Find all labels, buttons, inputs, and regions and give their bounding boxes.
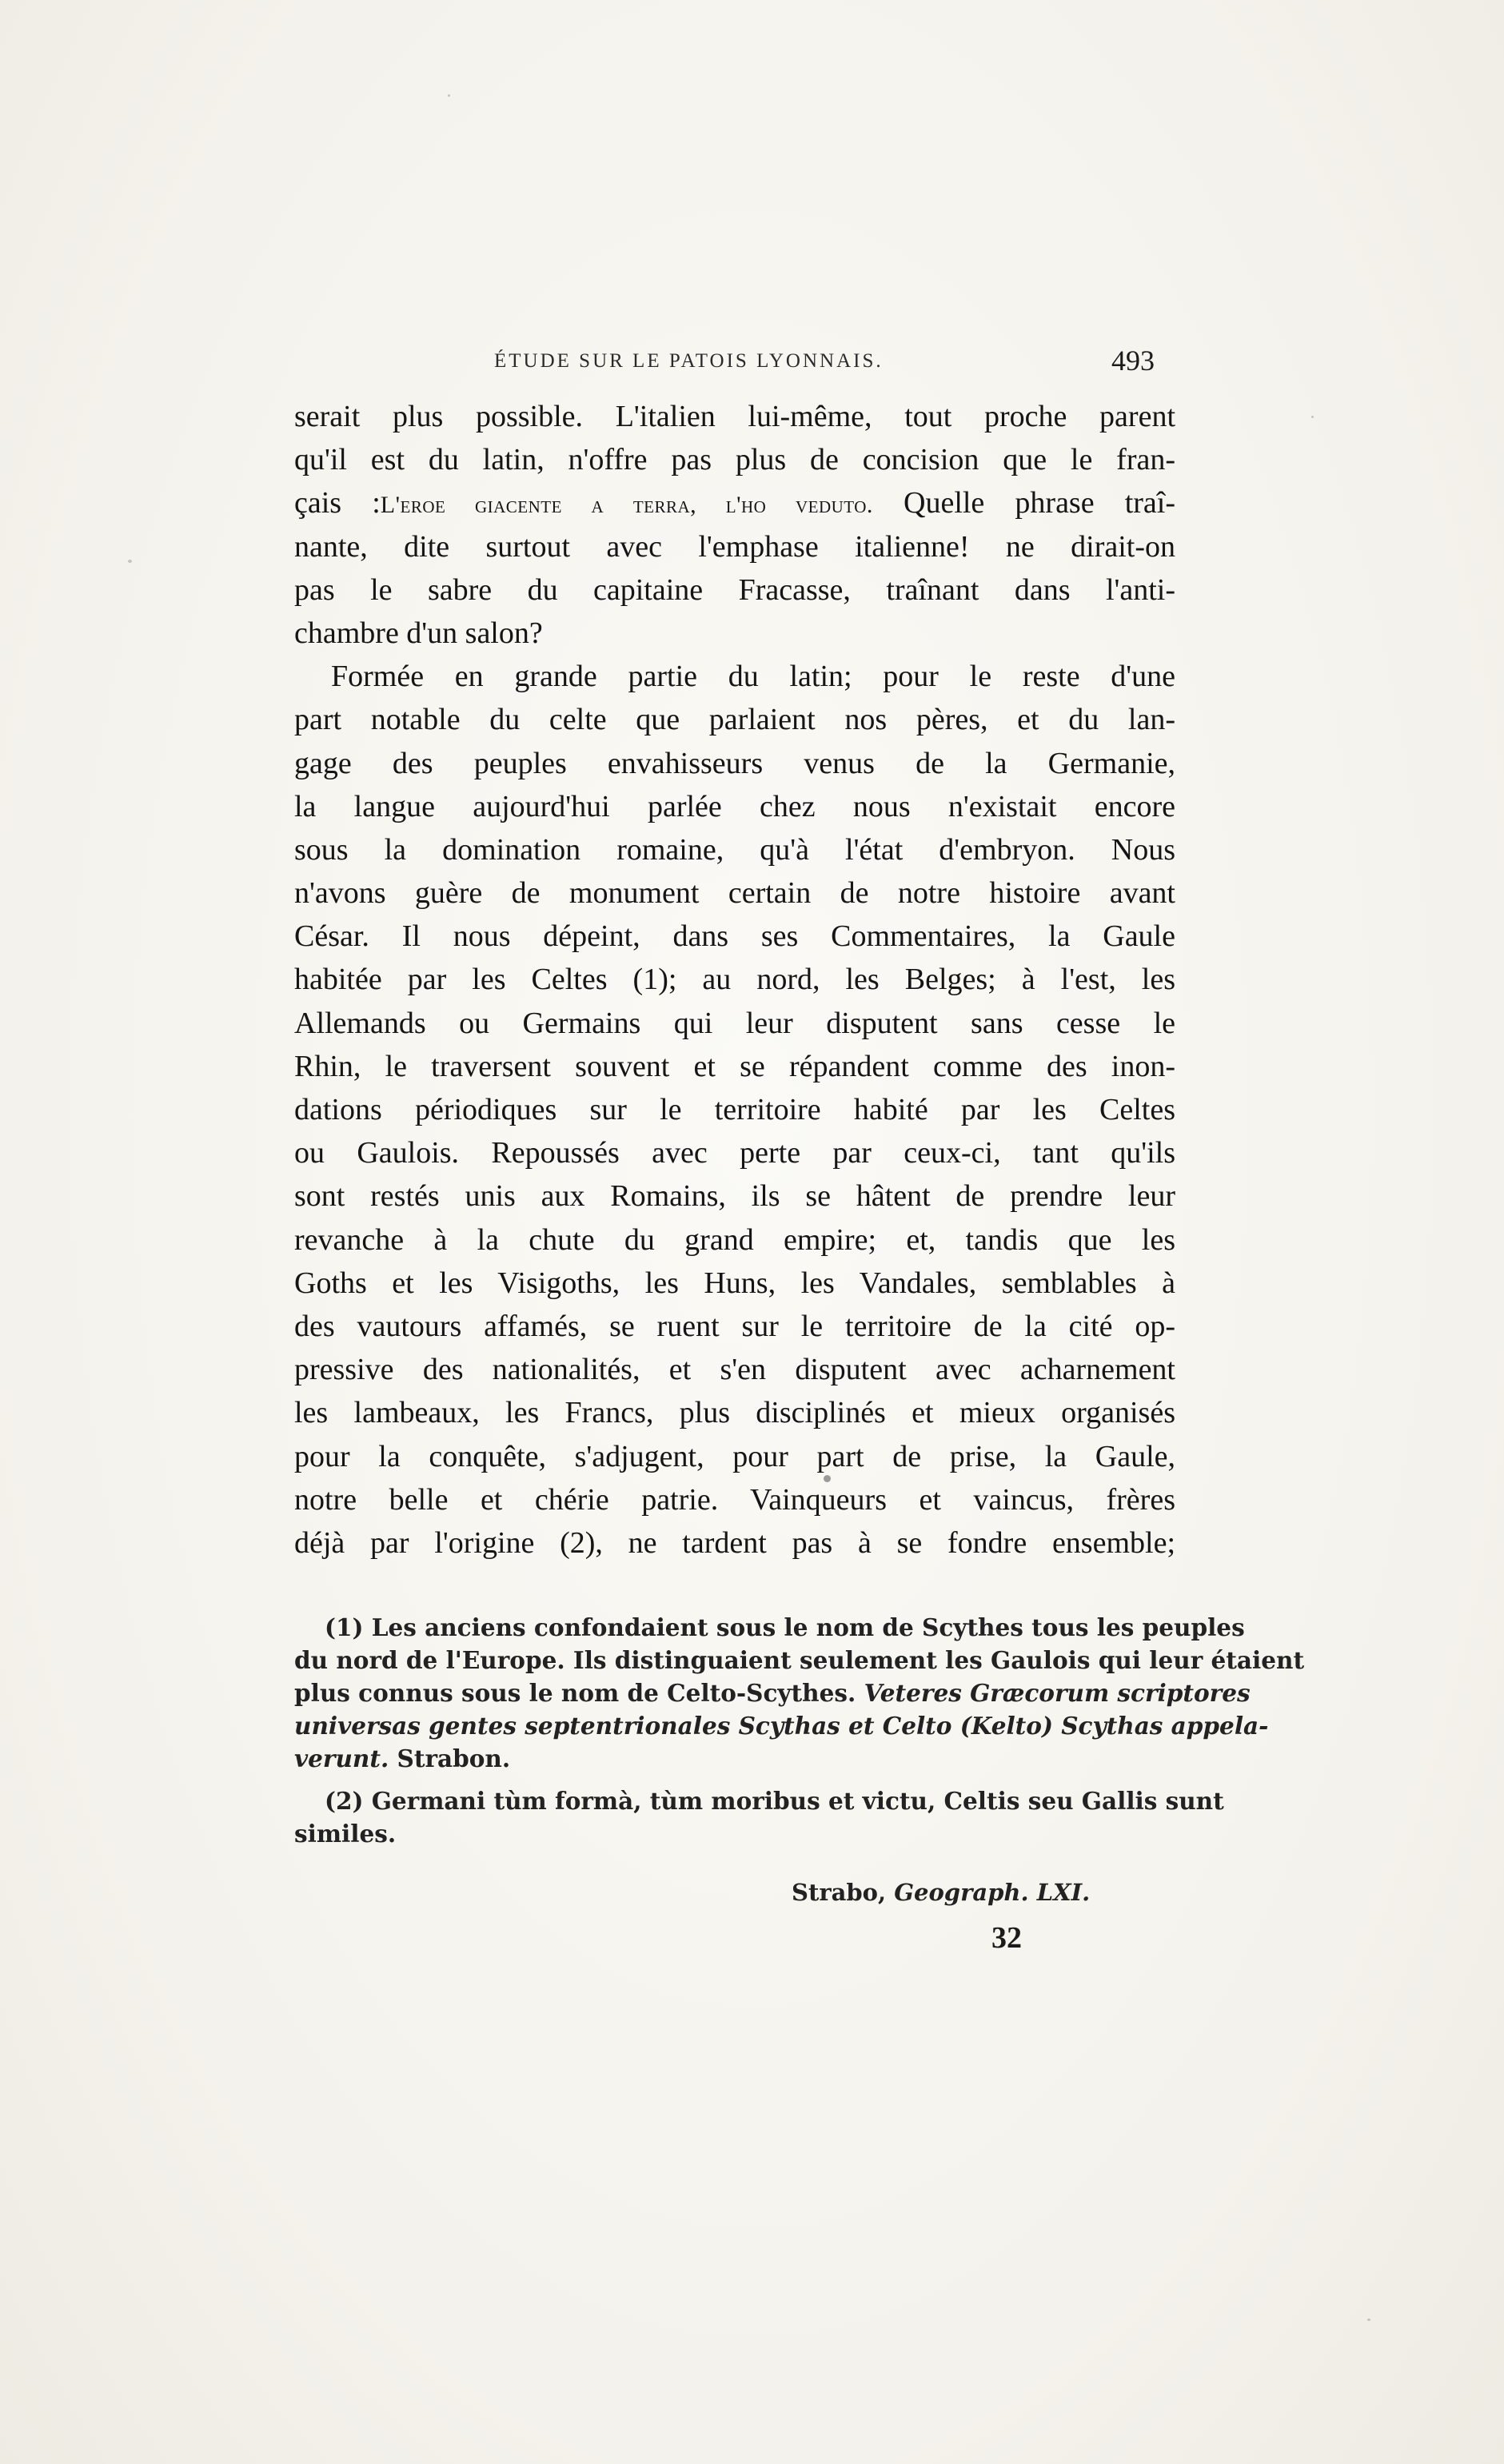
footnote-source: Strabon. — [389, 1744, 511, 1772]
footnotes — [294, 1611, 1305, 1850]
text-line: César. Il nous dépeint, dans ses Commentaires, la Gaule — [294, 919, 1175, 954]
footnote-text: plus connus sous le nom de Celto-Scythes. — [294, 1679, 856, 1707]
text-line: serait plus possible. L'italien lui-même, tout proche parent — [294, 400, 1175, 433]
text-line-with-italian-quote — [294, 481, 1175, 524]
footnote-1-line — [294, 1742, 1175, 1775]
text-line: notre belle et chérie patrie. Vainqueurs et vaincus, frères — [294, 1482, 1175, 1517]
citation-author: Strabo, — [792, 1879, 895, 1906]
body-text — [294, 395, 1175, 1565]
running-head — [294, 344, 1175, 392]
text-line: chambre d'un salon? — [294, 616, 543, 650]
page-number: 493 — [1111, 345, 1155, 377]
footnote-citation — [792, 1879, 1090, 1906]
text-line: nante, dite surtout avec l'emphase italienne! ne dirait-on — [294, 529, 1175, 564]
text-line: Rhin, le traversent souvent et se répandent comme des inon- — [294, 1049, 1175, 1083]
text-line: n'avons guère de monument certain de notre histoire avant — [294, 876, 1175, 911]
text-line: part notable du celte que parlaient nos pères, et du lan- — [294, 703, 1175, 737]
text-line: la langue aujourd'hui parlée chez nous n'existait encore — [294, 789, 1175, 823]
text-line: Goths et les Visigoths, les Huns, les Vandales, semblables à — [294, 1266, 1175, 1300]
text-line: déjà par l'origine (2), ne tardent pas à se fondre ensemble; — [294, 1525, 1175, 1560]
text-line: pas le sabre du capitaine Fracasse, traînant dans l'anti- — [294, 572, 1175, 607]
text-fragment: Quelle phrase traî- — [872, 486, 1175, 520]
scan-speck — [1311, 416, 1314, 418]
scan-speck — [448, 94, 450, 97]
italian-quote: L'eroe giacente a terra, l'ho veduto. — [380, 492, 873, 519]
footnote-2-line: similes. — [294, 1820, 397, 1848]
footnote-1-line — [294, 1677, 1251, 1709]
text-line: dations périodiques sur le territoire habité par les Celtes — [294, 1093, 1175, 1126]
footnote-gap — [294, 1775, 1175, 1784]
citation-work: Geograph. LXI. — [894, 1879, 1091, 1906]
footnote-1-line: (1) Les anciens confondaient sous le nom de Scythes tous les peuples — [325, 1613, 1245, 1641]
text-fragment: çais : — [294, 486, 381, 520]
text-line: des vautours affamés, se ruent sur le territoire de la cité op- — [294, 1309, 1175, 1343]
text-line: Allemands ou Germains qui leur disputent sans cesse le — [294, 1006, 1175, 1040]
signature-mark: 32 — [991, 1921, 1022, 1955]
scan-speck — [128, 560, 132, 563]
text-line: habitée par les Celtes (1); au nord, les Belges; à l'est, les — [294, 963, 1175, 997]
text-line: sont restés unis aux Romains, ils se hâtent de prendre leur — [294, 1179, 1175, 1214]
text-line: ou Gaulois. Repoussés avec perte par ceux-ci, tant qu'ils — [294, 1136, 1175, 1170]
text-line: sous la domination romaine, qu'à l'état d'embryon. Nous — [294, 832, 1175, 867]
footnote-2-line: (2) Germani tùm formà, tùm moribus et victu, Celtis seu Gallis sunt — [325, 1787, 1224, 1815]
latin-quote-line: universas gentes septentrionales Scythas et Celto (Kelto) Scythas appela- — [294, 1712, 1269, 1740]
text-line: gage des peuples envahisseurs venus de la Germanie, — [294, 746, 1175, 780]
text-line: qu'il est du latin, n'offre pas plus de concision que le fran- — [294, 443, 1175, 477]
text-line: pour la conquête, s'adjugent, pour part de prise, la Gaule, — [294, 1439, 1175, 1473]
scan-speck — [1367, 2318, 1370, 2321]
text-line: pressive des nationalités, et s'en disputent avec acharnement — [294, 1353, 1175, 1387]
latin-quote: verunt. — [294, 1744, 389, 1772]
footnote-1-line: du nord de l'Europe. Ils distinguaient seulement les Gaulois qui leur étaient — [294, 1646, 1305, 1674]
paragraph-start: Formée en grande partie du latin; pour le reste d'une — [331, 660, 1175, 694]
text-line: les lambeaux, les Francs, plus disciplinés et mieux organisés — [294, 1396, 1175, 1430]
running-title: ÉTUDE SUR LE PATOIS LYONNAIS. — [494, 350, 884, 372]
latin-quote: Veteres Græcorum scriptores — [856, 1679, 1251, 1707]
text-line: revanche à la chute du grand empire; et, tandis que les — [294, 1222, 1175, 1257]
